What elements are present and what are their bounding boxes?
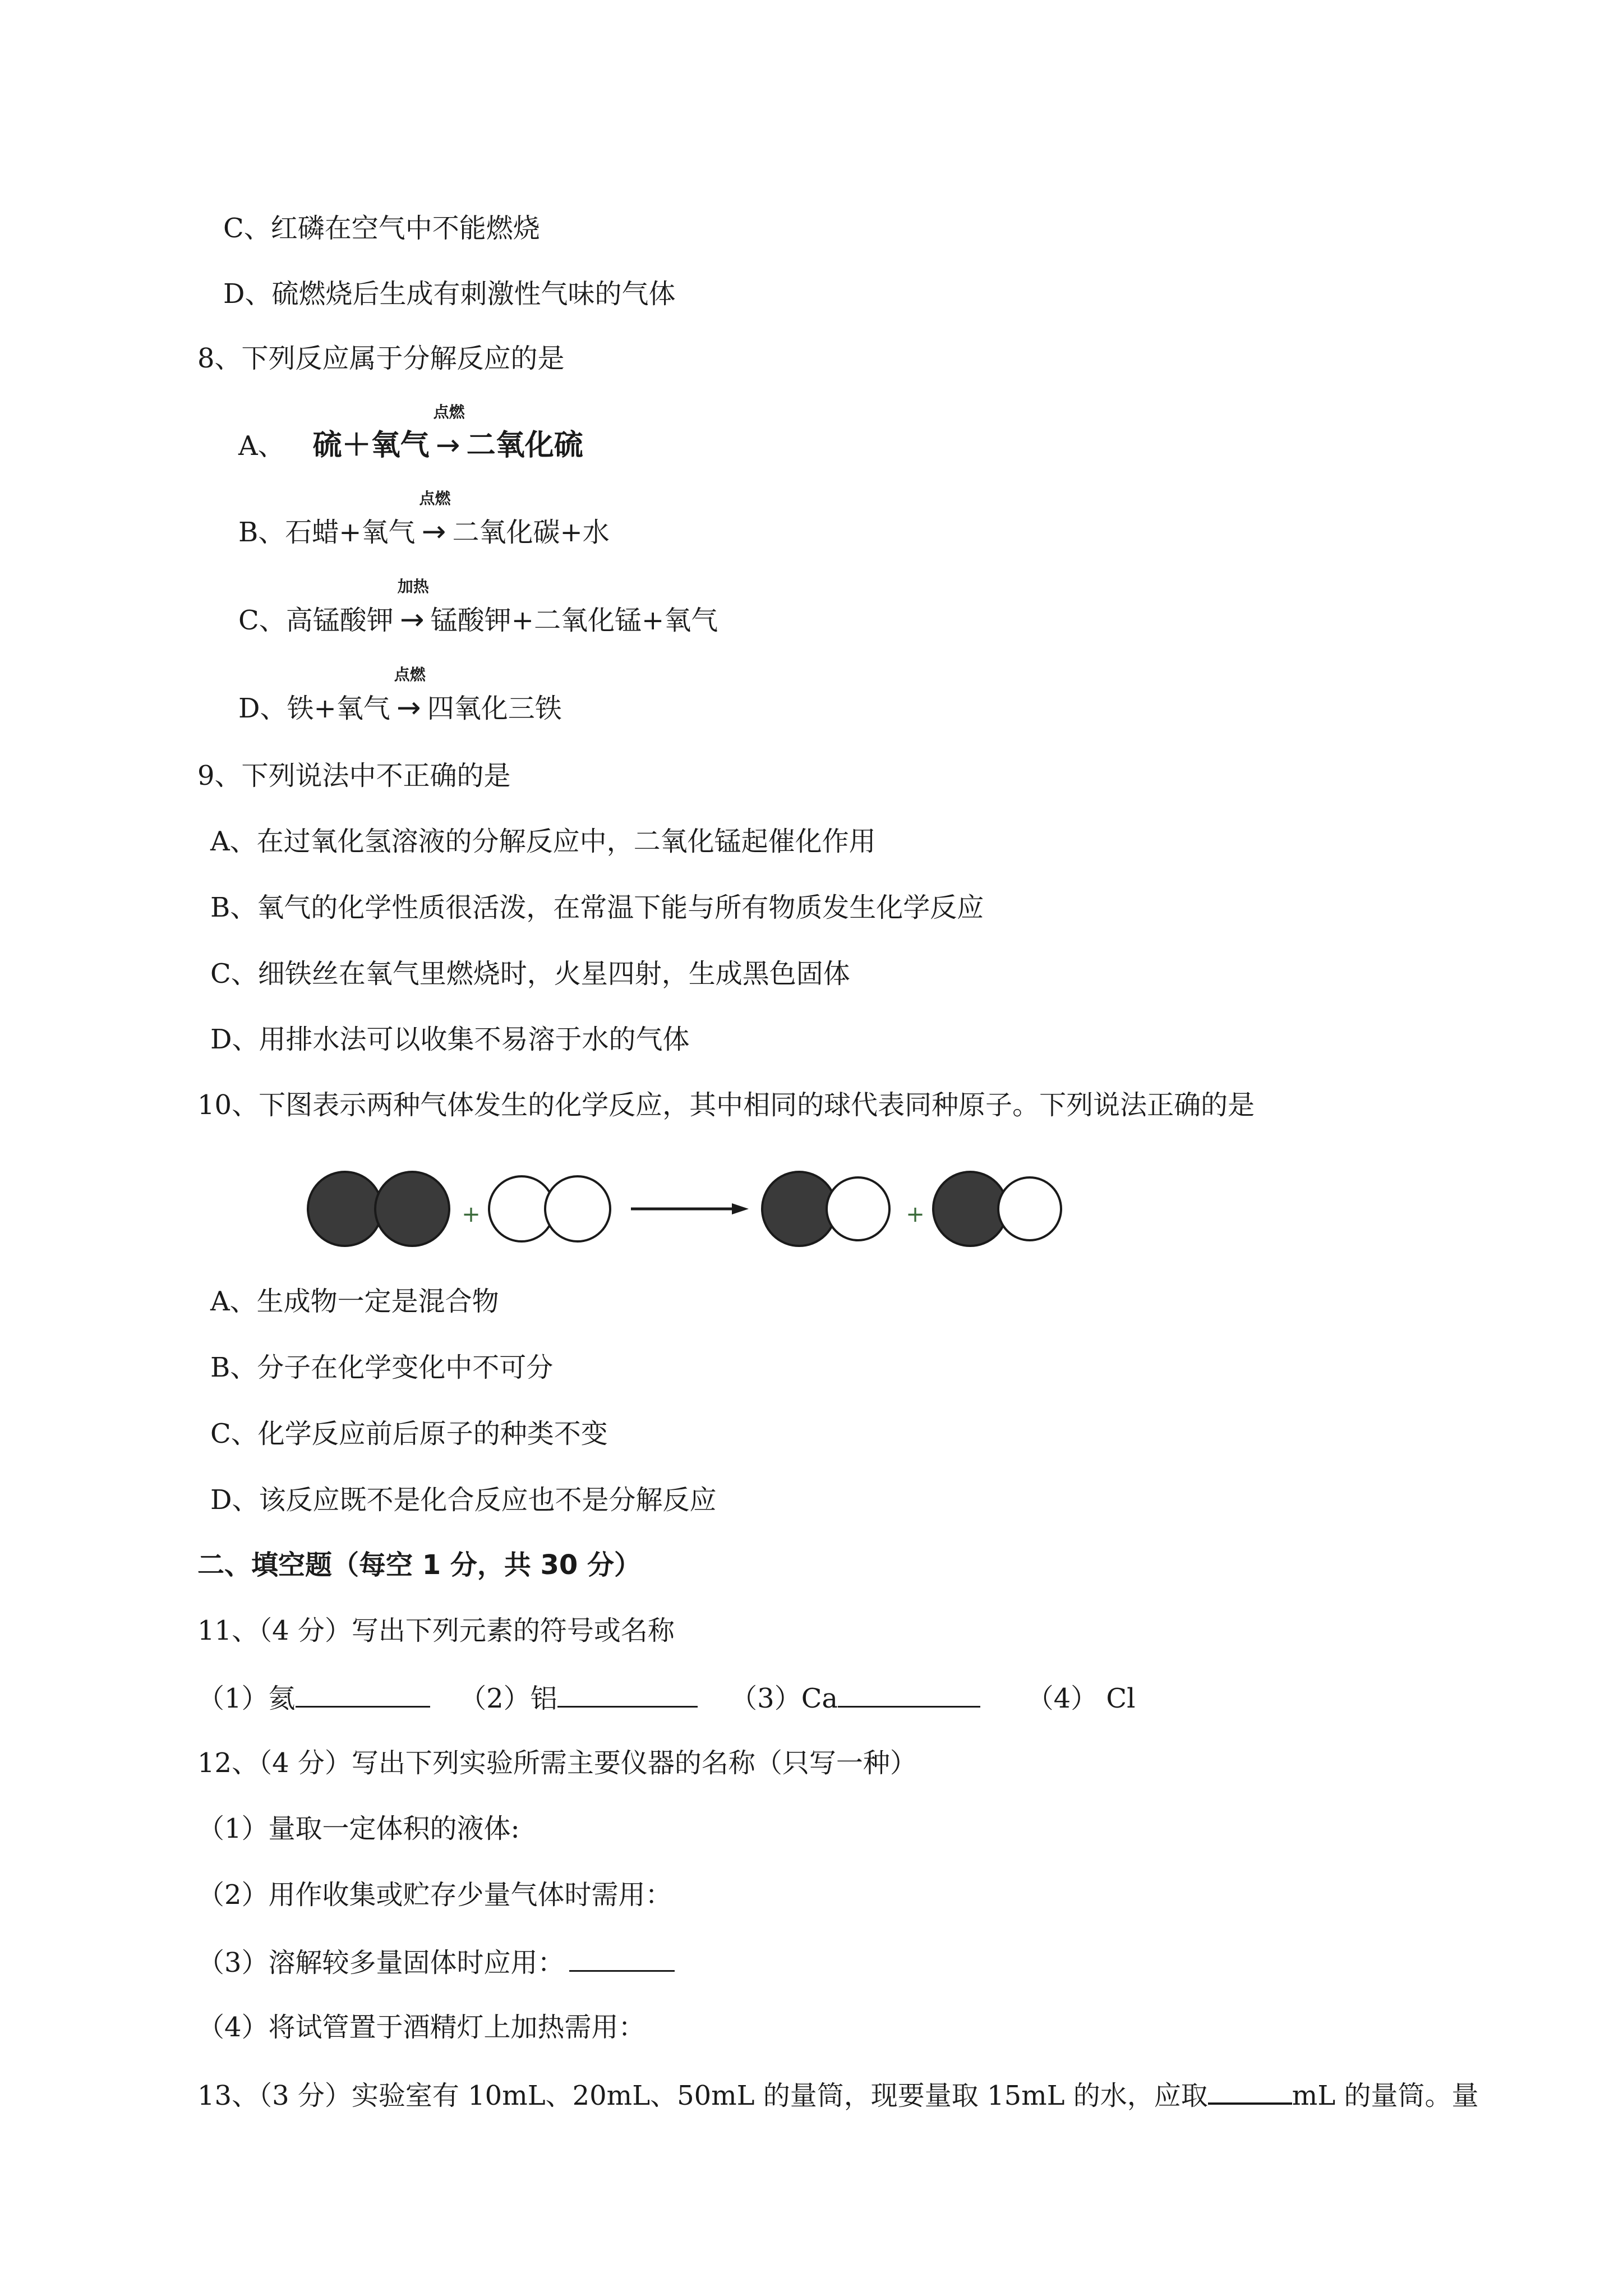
dark-atom (762, 1172, 836, 1246)
light-atom (545, 1176, 610, 1241)
q13-text-after: mL 的量筒。量 (1292, 2080, 1479, 2111)
arrow-icon (631, 1203, 749, 1214)
dark-atom (375, 1172, 449, 1246)
reaction-condition: 点燃 (433, 403, 465, 421)
light-atom (998, 1177, 1061, 1240)
products: 锰酸钾+二氧化锰+氧气 (430, 605, 718, 636)
q9-option-a: A、在过氧化氢溶液的分解反应中，二氧化锰起催化作用 (210, 826, 876, 857)
reaction-arrow (396, 577, 429, 637)
dark-atom (933, 1172, 1007, 1246)
answer-blank[interactable] (296, 1680, 430, 1708)
arrow-icon: → (396, 691, 421, 725)
q10-stem: 10、下图表示两种气体发生的化学反应，其中相同的球代表同种原子。下列说法正确的是 (197, 1089, 1255, 1121)
option-label: B、 (238, 517, 285, 548)
reaction-diagram (303, 1167, 1077, 1251)
reaction-arrow (418, 489, 451, 549)
plus-sign: + (906, 1202, 925, 1227)
q7-option-d: D、硫燃烧后生成有刺激性气味的气体 (223, 278, 676, 310)
products: 二氧化硫 (466, 429, 583, 462)
q9-option-b: B、氧气的化学性质很活泼，在常温下能与所有物质发生化学反应 (210, 892, 984, 923)
reaction-condition: 加热 (397, 577, 429, 596)
reactants: 高锰酸钾 (285, 605, 394, 636)
q9-option-c: C、细铁丝在氧气里燃烧时，火星四射，生成黑色固体 (210, 958, 850, 990)
arrow-icon: → (421, 515, 446, 549)
q9-stem: 9、下列说法中不正确的是 (197, 760, 511, 792)
reactants: 石蜡+氧气 (285, 517, 416, 548)
arrow-icon: → (435, 429, 460, 462)
answer-blank[interactable] (557, 1680, 698, 1708)
q10-option-d: D、该反应既不是化合反应也不是分解反应 (210, 1484, 717, 1516)
q11-stem: 11、（4 分）写出下列元素的符号或名称 (197, 1615, 675, 1646)
q8-stem: 8、下列反应属于分解反应的是 (197, 343, 565, 374)
q10-option-a: A、生成物一定是混合物 (210, 1286, 499, 1317)
option-label: C、 (238, 605, 286, 636)
q13-text-before: 13、（3 分）实验室有 10mL、20mL、50mL 的量筒，现要量取 15mL 的水，应取 (197, 2080, 1208, 2111)
product-molecule (933, 1172, 1061, 1246)
products: 二氧化碳+水 (452, 517, 610, 548)
q8-option-b (238, 489, 610, 549)
q12-item-1: （1）量取一定体积的液体: (197, 1813, 520, 1844)
reactant-molecule-light (489, 1176, 610, 1241)
answer-blank[interactable] (838, 1680, 980, 1708)
answer-blank[interactable] (569, 1944, 675, 1972)
arrow-icon: → (399, 603, 425, 637)
section-heading: 二、填空题（每空 1 分，共 30 分） (197, 1549, 642, 1581)
products: 四氧化三铁 (427, 693, 562, 724)
q11-item-4: （4） Cl (1026, 1683, 1136, 1714)
plus-sign: + (462, 1202, 481, 1227)
reaction-condition: 点燃 (394, 665, 426, 684)
reaction-arrow (393, 665, 426, 725)
dark-atom (308, 1172, 382, 1246)
q8-option-c (238, 577, 718, 637)
light-atom (827, 1177, 889, 1240)
product-molecule (762, 1172, 889, 1246)
q12-item-3-text: （3）溶解较多量固体时应用： (197, 1947, 565, 1978)
option-label: A、 (238, 430, 285, 462)
reaction-arrow (432, 403, 465, 462)
q10-option-b: B、分子在化学变化中不可分 (210, 1352, 554, 1383)
reactants: 铁+氧气 (287, 693, 390, 724)
q11-item-2: （2）铝 (459, 1683, 557, 1714)
q8-option-d (238, 665, 562, 725)
q13-stem (197, 2077, 1478, 2110)
q12-stem: 12、（4 分）写出下列实验所需主要仪器的名称（只写一种） (197, 1747, 917, 1779)
reactant-molecule-dark (308, 1172, 449, 1246)
reactants: 硫＋氧气 (312, 429, 430, 462)
q12-item-2: （2）用作收集或贮存少量气体时需用： (197, 1879, 672, 1911)
option-label: D、 (238, 693, 287, 724)
q10-option-c: C、化学反应前后原子的种类不变 (210, 1418, 608, 1450)
q11-item-1: （1）氦 (197, 1683, 296, 1714)
q12-item-4: （4）将试管置于酒精灯上加热需用： (197, 2012, 645, 2043)
q11-item-3: （3）Ca (730, 1683, 838, 1714)
q7-option-c: C、红磷在空气中不能燃烧 (223, 213, 540, 244)
q8-option-a (238, 403, 583, 462)
reaction-condition: 点燃 (419, 489, 451, 508)
q12-item-3 (197, 1944, 675, 1978)
q9-option-d: D、用排水法可以收集不易溶于水的气体 (210, 1024, 690, 1055)
answer-blank[interactable] (1208, 2077, 1292, 2105)
q11-items (197, 1680, 1135, 1714)
